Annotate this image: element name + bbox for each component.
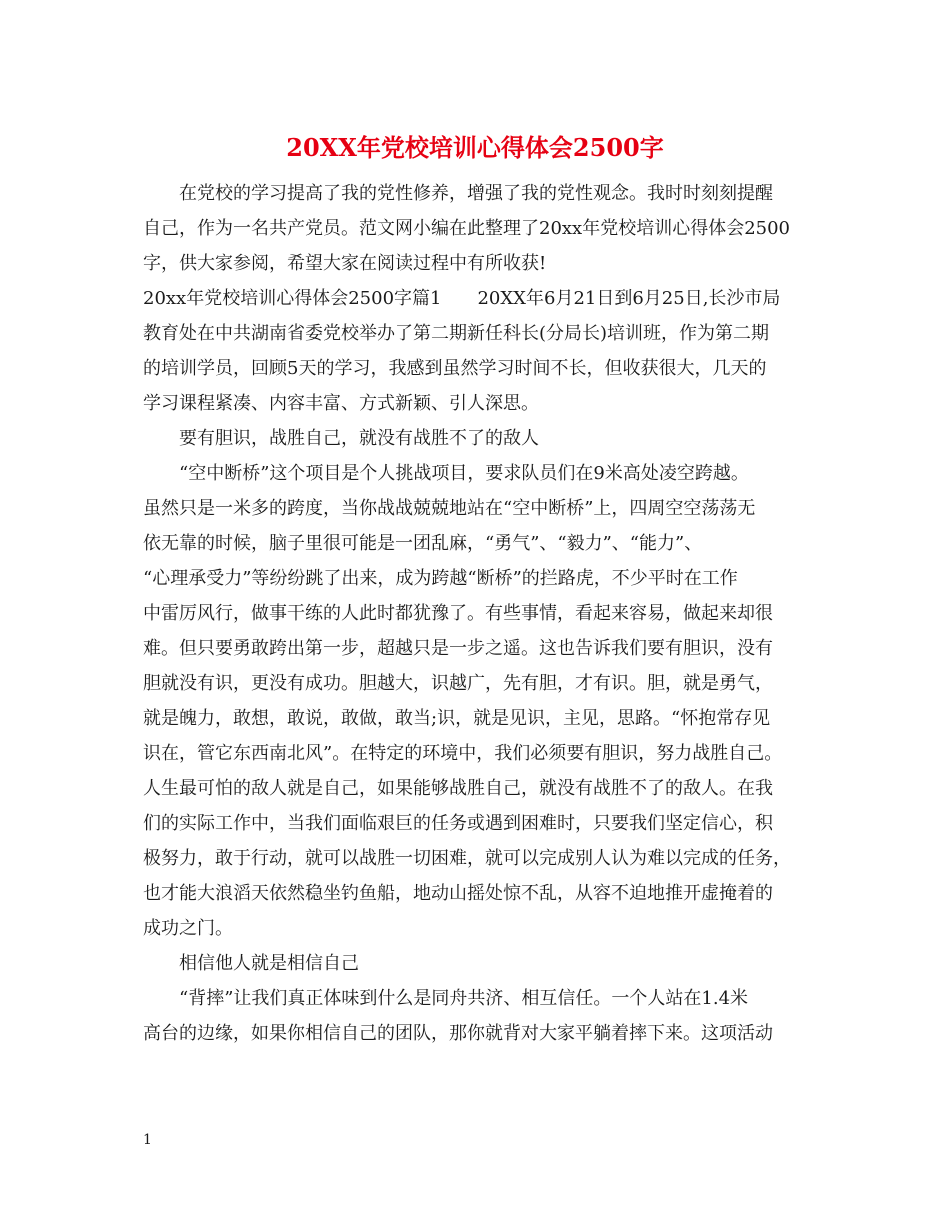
text-line: 在党校的学习提高了我的党性修养，增强了我的党性观念。我时时刻刻提醒 [179,183,773,204]
text-line: 高台的边缘，如果你相信自己的团队，那你就背对大家平躺着摔下来。这项活动 [143,1023,773,1044]
text-line: 成功之门。 [143,918,233,939]
text-line: 就是魄力，敢想，敢说，敢做，敢当;识，就是见识，主见，思路。“怀抱常存见 [143,708,771,729]
text-line: 中雷厉风行，做事干练的人此时都犹豫了。有些事情，看起来容易，做起来却很 [143,603,773,624]
text-line: 自己，作为一名共产党员。范文网小编在此整理了20xx年党校培训心得体会2500 [143,218,791,239]
text-line: 依无靠的时候，脑子里很可能是一团乱麻，“勇气”、“毅力”、“能力”、 [143,533,703,554]
text-line: “背摔”让我们真正体味到什么是同舟共济、相互信任。一个人站在1.4米 [179,988,749,1009]
text-line: 20xx年党校培训心得体会2500字篇1 20XX年6月21日到6月25日,长沙市局 [143,288,781,309]
text-line: “心理承受力”等纷纷跳了出来，成为跨越“断桥”的拦路虎，不少平时在工作 [143,568,738,589]
text-line: 教育处在中共湖南省委党校举办了第二期新任科长(分局长)培训班，作为第二期 [143,323,770,344]
section-heading: 相信他人就是相信自己 [179,953,359,974]
text-line: 字，供大家参阅，希望大家在阅读过程中有所收获! [143,253,547,274]
text-line: 难。但只要勇敢跨出第一步，超越只是一步之遥。这也告诉我们要有胆识，没有 [143,638,773,659]
text-line: 的培训学员，回顾5天的学习，我感到虽然学习时间不长，但收获很大，几天的 [143,358,767,379]
page-number: 1 [143,1132,152,1148]
text-line: 们的实际工作中，当我们面临艰巨的任务或遇到困难时，只要我们坚定信心，积 [143,813,773,834]
document-title: 20XX年党校培训心得体会2500字 [286,133,664,162]
text-line: 虽然只是一米多的跨度，当你战战兢兢地站在“空中断桥”上，四周空空荡荡无 [143,498,756,519]
text-line: “空中断桥”这个项目是个人挑战项目，要求队员们在9米高处凌空跨越。 [179,463,749,484]
text-line: 极努力，敢于行动，就可以战胜一切困难，就可以完成别人认为难以完成的任务， [143,848,791,869]
section-heading: 要有胆识，战胜自己，就没有战胜不了的敌人 [179,428,539,449]
text-line: 识在，管它东西南北风”。在特定的环境中，我们必须要有胆识，努力战胜自己。 [143,743,783,764]
text-line: 胆就没有识，更没有成功。胆越大，识越广，先有胆，才有识。胆，就是勇气， [143,673,773,694]
text-line: 人生最可怕的敌人就是自己，如果能够战胜自己，就没有战胜不了的敌人。在我 [143,778,773,799]
text-line: 学习课程紧凑、内容丰富、方式新颖、引人深思。 [143,393,539,414]
text-line: 也才能大浪滔天依然稳坐钓鱼船，地动山摇处惊不乱，从容不迫地推开虚掩着的 [143,883,773,904]
document-body [143,176,820,1051]
